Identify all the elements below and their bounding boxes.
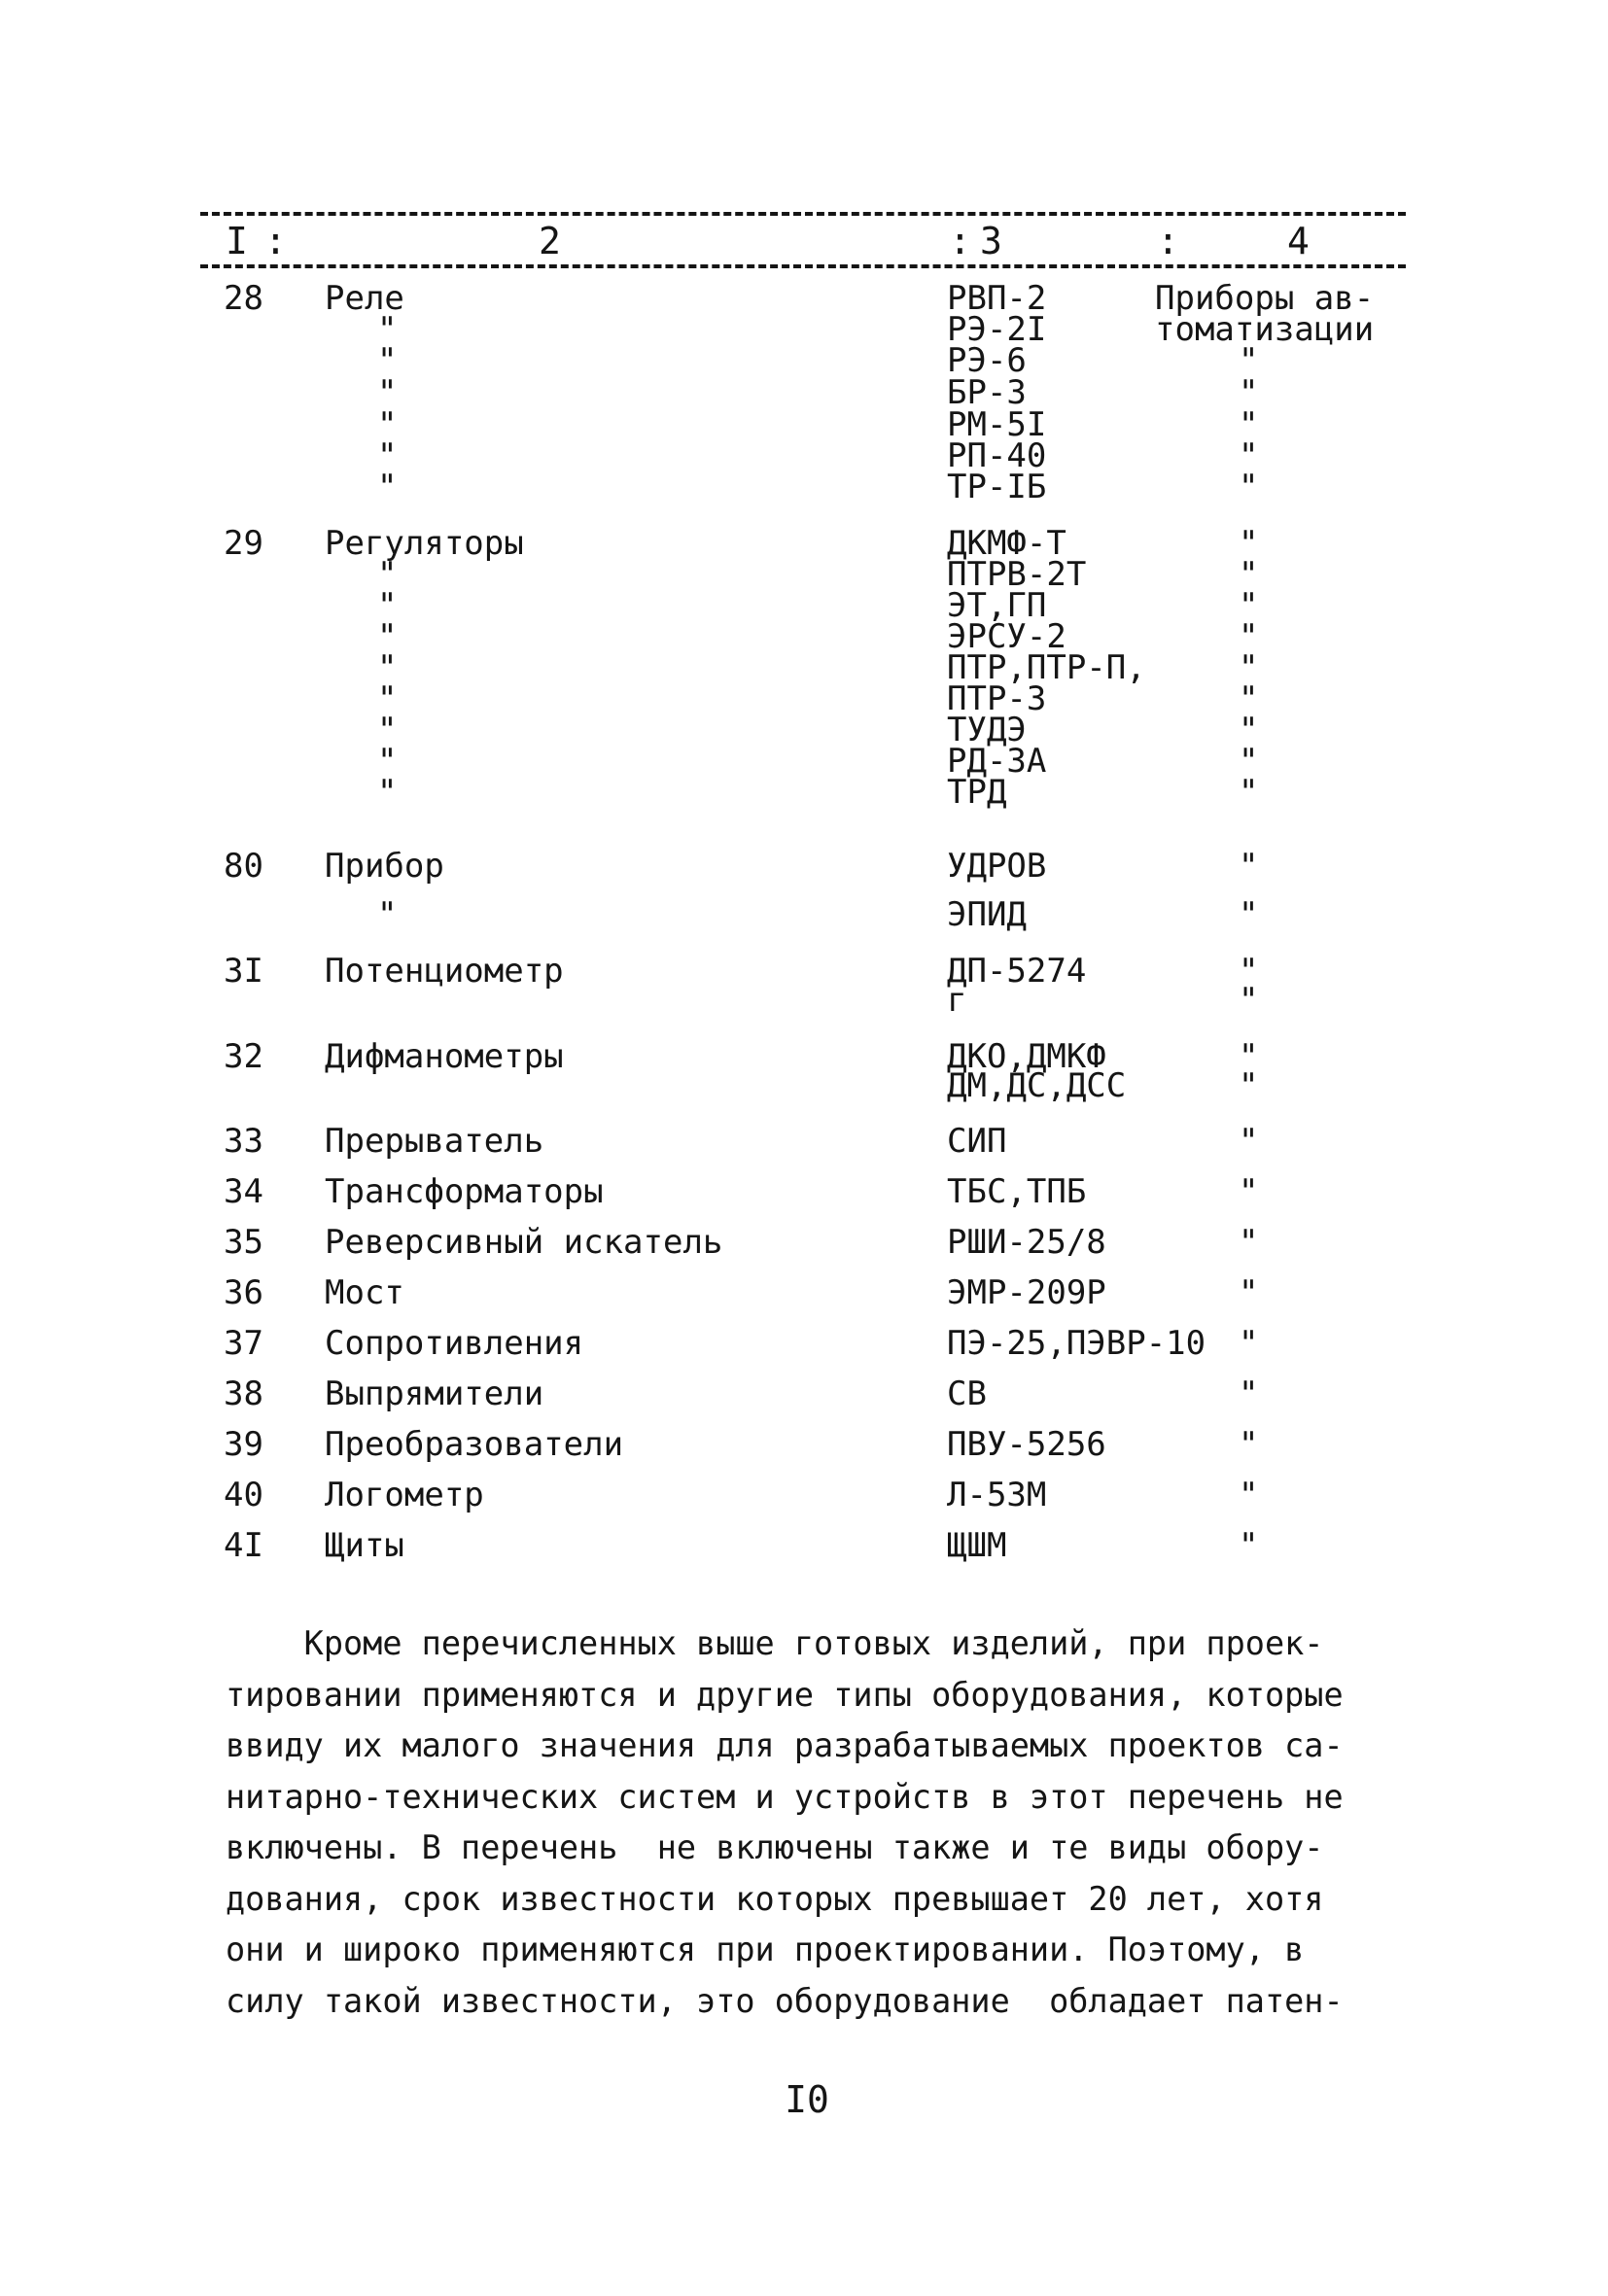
item-note: " [1239,952,1259,991]
item-name: Реле [325,279,404,318]
item-note: " [1239,341,1259,380]
item-name: " [377,679,398,718]
item-name: Логометр [325,1476,484,1514]
page-number: I0 [785,2078,829,2121]
item-name: " [377,555,398,594]
item-name: " [377,373,398,412]
item-name: " [377,341,398,380]
item-code: ЭМР-209Р [947,1273,1106,1312]
item-note: томатизации [1155,310,1375,349]
item-note: " [1239,617,1259,656]
item-name: " [377,405,398,444]
paragraph-line: силу такой известности, это оборудование обладает патен- [226,1981,1344,2020]
item-name: Дифманометры [325,1037,564,1076]
item-note: " [1239,895,1259,934]
paragraph-line: Кроме перечисленных выше готовых изделий, при проек- [226,1624,1324,1662]
item-code: ЩШМ [947,1526,1007,1565]
item-note: " [1239,586,1259,625]
item-note: " [1239,773,1259,812]
item-code: ДКО,ДМКФ [947,1037,1106,1076]
item-name: Прибор [325,847,444,886]
paragraph-line: нитарно-технических систем и устройств в этот перечень не [226,1777,1344,1816]
item-name: Потенциометр [325,952,564,991]
item-name: " [377,742,398,781]
paragraph-line: включены. В перечень не включены также и те виды обору- [226,1828,1324,1866]
item-name: Сопротивления [325,1324,584,1363]
paragraph-line: они и широко применяются при проектировании. Поэтому, в [226,1931,1305,1968]
item-code: ТБС,ТПБ [947,1172,1087,1211]
item-code: ЭПИД [947,895,1027,934]
item-code: БР-3 [947,373,1027,412]
item-code: ТУДЭ [947,711,1027,749]
item-code: ПТРВ-2Т [947,555,1087,594]
item-name: Щиты [325,1526,404,1565]
item-note: " [1239,524,1259,563]
item-name: Прерыватель [325,1122,544,1161]
item-code: ПВУ-5256 [947,1425,1106,1464]
item-name: " [377,895,398,934]
item-code: г [947,981,967,1020]
row-number: 35 [224,1223,263,1262]
row-number: 37 [224,1324,263,1363]
item-note: " [1239,1122,1259,1161]
item-name: " [377,773,398,812]
item-note: " [1239,1223,1259,1262]
item-note: " [1239,468,1259,506]
item-code: РП-40 [947,436,1047,475]
row-number: 29 [224,524,263,563]
item-note: " [1239,373,1259,412]
item-name: " [377,436,398,475]
item-note: " [1239,711,1259,749]
item-name: " [377,617,398,656]
body-paragraph [226,1618,1431,2027]
item-note: " [1239,648,1259,687]
item-note: " [1239,405,1259,444]
item-code: ЭРСУ-2 [947,617,1066,656]
row-number: 3I [224,952,263,991]
item-code: ДП-5274 [947,952,1087,991]
item-code: ПЭ-25,ПЭВР-10 [947,1324,1206,1363]
item-code: ПТР-3 [947,679,1047,718]
item-code: ПТР,ПТР-П, [947,648,1146,687]
paragraph-line: дования, срок известности которых превышает 20 лет, хотя [226,1879,1324,1918]
paragraph-line: ввиду их малого значения для разрабатываемых проектов са- [226,1726,1344,1764]
item-note: " [1239,1324,1259,1363]
row-number: 33 [224,1122,263,1161]
item-note: " [1239,1273,1259,1312]
item-name: Мост [325,1273,404,1312]
item-code: РШИ-25/8 [947,1223,1106,1262]
item-name: Регуляторы [325,524,524,563]
item-code: ЭТ,ГП [947,586,1047,625]
item-note: " [1239,679,1259,718]
header-col-1: I [226,220,248,262]
column-separator: : [1157,220,1179,262]
item-code: ДМ,ДС,ДСС [947,1066,1127,1105]
item-name: " [377,586,398,625]
item-note: " [1239,1425,1259,1464]
item-name: " [377,711,398,749]
item-code: ТРД [947,773,1007,812]
item-note: " [1239,1066,1259,1105]
item-note: " [1239,1476,1259,1514]
table-header-rule [200,264,1406,268]
item-name: " [377,468,398,506]
header-col-3: 3 [980,220,1002,262]
item-name: Выпрямители [325,1374,544,1413]
row-number: 40 [224,1476,263,1514]
item-code: ТР-IБ [947,468,1047,506]
item-code: РД-3А [947,742,1047,781]
header-col-2: 2 [539,220,561,262]
item-code: ДКМФ-Т [947,524,1066,563]
item-code: РМ-5I [947,405,1047,444]
item-name: " [377,648,398,687]
table-top-rule [200,212,1406,216]
item-code: Л-53М [947,1476,1047,1514]
item-note: " [1239,555,1259,594]
item-note: Приборы ав- [1155,279,1375,318]
item-note: " [1239,1374,1259,1413]
row-number: 28 [224,279,263,318]
item-note: " [1239,981,1259,1020]
row-number: 36 [224,1273,263,1312]
row-number: 4I [224,1526,263,1565]
row-number: 80 [224,847,263,886]
item-code: РВП-2 [947,279,1047,318]
column-separator: : [949,220,971,262]
item-code: РЭ-6 [947,341,1027,380]
item-code: УДРОВ [947,847,1047,886]
item-note: " [1239,1526,1259,1565]
row-number: 38 [224,1374,263,1413]
item-name: Трансформаторы [325,1172,604,1211]
row-number: 32 [224,1037,263,1076]
paragraph-line: тировании применяются и другие типы оборудования, которые [226,1675,1344,1714]
item-code: СВ [947,1374,987,1413]
item-name: Реверсивный искатель [325,1223,723,1262]
item-code: РЭ-2I [947,310,1047,349]
item-note: " [1239,436,1259,475]
row-number: 34 [224,1172,263,1211]
item-name: Преобразователи [325,1425,624,1464]
item-note: " [1239,847,1259,886]
header-col-4: 4 [1287,220,1310,262]
column-separator: : [264,220,287,262]
row-number: 39 [224,1425,263,1464]
item-note: " [1239,1037,1259,1076]
item-note: " [1239,742,1259,781]
item-note: " [1239,1172,1259,1211]
item-name: " [377,310,398,349]
item-code: СИП [947,1122,1007,1161]
